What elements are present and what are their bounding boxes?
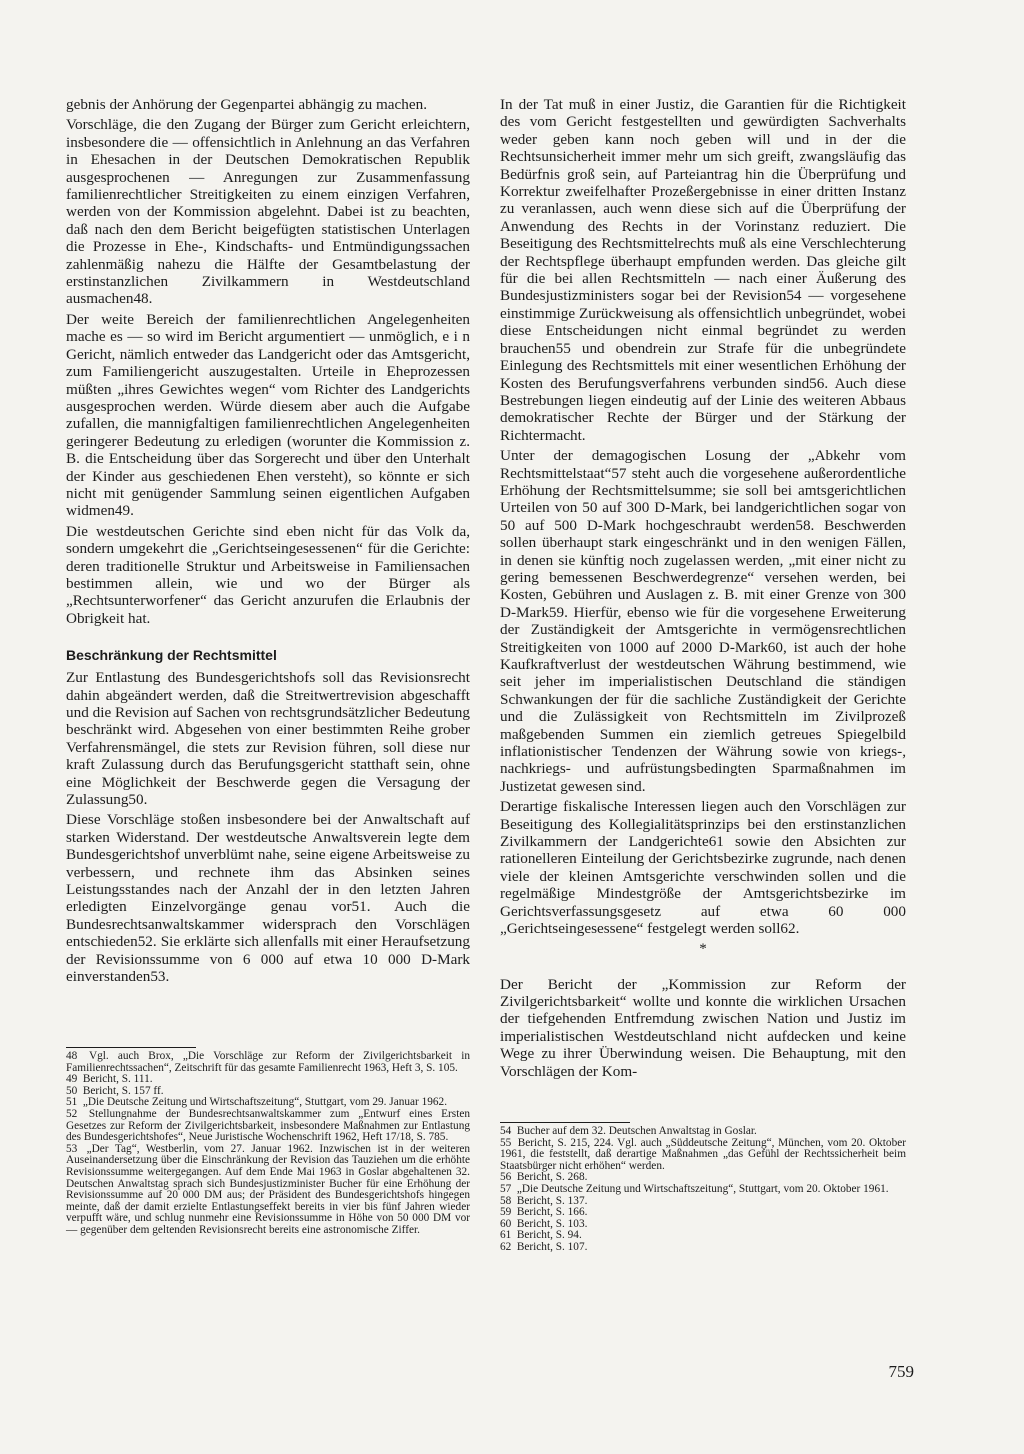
footnote-number: 56 xyxy=(500,1171,512,1184)
footnote-text: Bericht, S. 94. xyxy=(516,1229,582,1242)
footnote xyxy=(500,1242,906,1254)
body-paragraph: In der Tat muß in einer Justiz, die Garantien für die Richtigkeit des vom Gericht festgestellten und gewürdigten Sachverhalts weder geben kann noch geben will und in der die Rechtsunsicherheit immer mehr um sich greift, zwangsläufig das Bedürfnis groß sein, auf Parteiantrag hin die Überprüfung und Korrektur zweifelhafter Prozeßergebnisse in einer dritten Instanz zu veranlassen, auch wenn diese sich auf die Überprüfung der Anwendung des Rechts in der Vorinstanz reduziert. Die Beseitigung des Rechtsmittelrechts muß als eine Verschlechterung der Rechtspflege überhaupt empfunden werden. Das gleiche gilt für die bei allen Rechtsmitteln — nach einer Äußerung des Bundesjustizministers sogar bei der Revision54 — vorgesehene einstimmige Zurückweisung als offensichtlich unbegründet, wobei diese Entscheidungen nicht einmal begründet zu werden brauchen55 und obendrein zur Strafe für die unbegründete Einlegung des Rechtsmittels mit einer wesentlichen Erhöhung der Kosten des Berufungsverfahrens verbunden sind56. Auch diese Bestrebungen liegen eindeutig auf der Linie des weiteren Abbaus demokratischer Rechte der Bürger und der Stärkung der Richtermacht. xyxy=(500,96,906,444)
footnote-number: 58 xyxy=(500,1194,512,1207)
footnote-number: 59 xyxy=(500,1206,512,1219)
footnote-list xyxy=(500,1126,906,1254)
section-heading: Beschränkung der Rechtsmittel xyxy=(66,647,277,664)
page-number: 759 xyxy=(888,1362,914,1381)
footnote-text: Bericht, S. 215, 224. Vgl. auch „Süddeutsche Zeitung“, München, vom 20. Oktober 1961, die feststellt, daß derartige Maßnahmen „das Gefühl der Rechtssicherheit beim Staatsbürger nicht erhöhen“ werden. xyxy=(500,1136,906,1172)
section-separator: * xyxy=(699,940,707,957)
footnote-number: 52 xyxy=(66,1107,78,1120)
body-paragraph: Unter der demagogischen Losung der „Abkehr vom Rechtsmittelstaat“57 steht auch die vorgesehene außerordentliche Erhöhung der Rechtsmittelsumme; sie soll bei amtsgerichtlichen Urteilen von 50 auf 300 D-Mark, bei landgerichtlichen sogar von 50 auf 500 D-Mark hochgeschraubt werden58. Beschwerden sollen überhaupt stark eingeschränkt und in den wenigen Fällen, in denen sie künftig noch zugelassen werden, „mit einer nicht zu gering bemessenen Beschwerdegrenze“ versehen werden, bei Kosten, Gebühren und Auslagen z. B. mit einer Grenze von 300 D-Mark59. Hierfür, ebenso wie für die vorgesehene Erweiterung der Zuständigkeit der Amtsgerichte in vermögensrechtlichen Streitigkeiten von 1000 auf 2000 D-Mark60, ist auch der hohe Kaufkraftverlust der westdeutschen Währung bestimmend, wie seit jeher im imperialistischen Deutschland die ständigen Schwankungen der für die sachliche Zuständigkeit der Gerichte und die Zulässigkeit von Rechtsmitteln im Zivilprozeß maßgebenden Summen ein ziemlich getreues Spiegelbild inflationistischer Tendenzen der Währung sowie von kriegs-, nachkriegs- und aufrüstungsbedingten Sparmaßnahmen im Justizetat gewesen sind. xyxy=(500,447,906,795)
footnote-rule xyxy=(66,1047,196,1048)
footnote xyxy=(66,1144,470,1237)
footnote-text: Bericht, S. 107. xyxy=(516,1240,588,1253)
footnote-number: 50 xyxy=(66,1084,78,1097)
footnote xyxy=(500,1138,906,1173)
body-paragraph: Die westdeutschen Gerichte sind eben nicht für das Volk da, sondern umgekehrt die „Gerichtseingesessenen“ für die Gerichte: deren traditionelle Struktur und Arbeitsweise in Familiensachen bestimmen allein, wie und wo der Bürger als „Rechtsunterworfener“ das Gericht anzurufen die Erlaubnis der Obrigkeit hat. xyxy=(66,522,470,627)
footnote-number: 51 xyxy=(66,1096,78,1109)
footnote-text: Bericht, S. 166. xyxy=(516,1206,588,1219)
footnote-text: Bericht, S. 137. xyxy=(516,1194,588,1207)
footnote-text: Bericht, S. 268. xyxy=(516,1171,588,1184)
footnote-text: Bericht, S. 103. xyxy=(516,1217,588,1230)
footnote-number: 49 xyxy=(66,1073,78,1086)
body-paragraph: Derartige fiskalische Interessen liegen auch den Vorschlägen zur Beseitigung des Kollegialitätsprinzips bei den erstinstanzlichen Zivilkammern der Landgerichte61 sowie den Absichten zur rationelleren Einteilung der Gerichtsbezirke zugrunde, nach denen viele der kleinen Amtsgerichte verschwinden sollen und die regelmäßige Mindestgröße der Amtsgerichtsbezirke im Gerichtsverfassungsgesetz auf etwa 60 000 „Gerichtseingesessene“ festgelegt werden soll62. xyxy=(500,798,906,938)
footnotes-right xyxy=(500,1122,906,1254)
footnote-number: 48 xyxy=(66,1050,78,1062)
body-paragraph: Zur Entlastung des Bundesgerichtshofs soll das Revisionsrecht dahin abgeändert werden, daß die Streitwertrevision abgeschafft und die Revision auf Sachen von rechtsgrundsätzlicher Bedeutung beschränkt wird. Abgesehen von einer bestimmten Reihe grober Verfahrensmängel, die stets zur Revision führen, soll diese nur kraft Zulassung durch das Berufungsgericht statthaft sein, ohne eine Möglichkeit der Beschwerde gegen die Versagung der Zulassung50. xyxy=(66,669,470,809)
footnote-text: Vgl. auch Brox, „Die Vorschläge zur Reform der Zivilgerichtsbarkeit in Familienrechtssachen“, Zeitschrift für das gesamte Familienrecht 1963, Heft 3, S. 105. xyxy=(66,1050,470,1074)
footnotes-left xyxy=(66,1047,470,1237)
footnote-list xyxy=(66,1051,470,1237)
body-paragraph: Diese Vorschläge stoßen insbesondere bei der Anwaltschaft auf starken Widerstand. Der westdeutsche Anwaltsverein legte dem Bundesgerichtshof unverblümt nahe, seine eigene Arbeitsweise zu verbessern, und rechnete ihm das Absinken seines Leistungsstandes nach der Anzahl der in den letzten Jahren erledigten Einzelvorgänge genau vor51. Auch die Bundesrechtsanwaltskammer widersprach den Vorschlägen entschieden52. Sie erklärte sich allenfalls mit einer Heraufsetzung der Revisionssumme von 6 000 auf etwa 10 000 D-Mark einverstanden53. xyxy=(66,811,470,986)
footnote-text: „Die Deutsche Zeitung und Wirtschaftszeitung“, Stuttgart, vom 29. Januar 1962. xyxy=(82,1096,448,1109)
right-column xyxy=(500,96,906,1083)
body-paragraph: Der Bericht der „Kommission zur Reform der Zivilgerichtsbarkeit“ wollte und konnte die wirklichen Ursachen der tiefgehenden Entfremdung zwischen Nation und Justiz im imperialistischen Westdeutschland nicht aufdecken und keine Wege zu ihrer Überwindung weisen. Die Behauptung, mit den Vorschlägen der Kom- xyxy=(500,975,906,1080)
footnote-number: 55 xyxy=(500,1136,512,1149)
body-paragraph: Vorschläge, die den Zugang der Bürger zum Gericht erleichtern, insbesondere die — offensichtlich in Anlehnung an das Verfahren in Ehesachen in der Deutschen Demokratischen Republik ausgesprochenen — Anregungen zur Zusammenfassung familienrechtlicher Streitigkeiten zu einem einzigen Verfahren, werden von der Kommission abgelehnt. Dabei ist zu beachten, daß nach den dem Bericht beigefügten statistischen Unterlagen die Prozesse in Ehe-, Kindschafts- und Entmündigungssachen zahlenmäßig nahezu die Hälfte der Gesamtbelastung der erstinstanzlichen Zivilkammern in Westdeutschland ausmachen48. xyxy=(66,116,470,308)
footnote-number: 60 xyxy=(500,1217,512,1230)
footnote-text: Stellungnahme der Bundesrechtsanwaltskammer zum „Entwurf eines Ersten Gesetzes zur Reform der Zivilgerichtsbarkeit, insbesondere Maßnahmen zur Entlastung des Bundesgerichtshofes“, Neue Juristische Wochenschrift 1962, Heft 17/18, S. 785. xyxy=(66,1107,470,1144)
footnote xyxy=(66,1051,470,1074)
footnote-text: Bericht, S. 111. xyxy=(82,1073,153,1086)
footnote-text: „Die Deutsche Zeitung und Wirtschaftszeitung“, Stuttgart, vom 20. Oktober 1961. xyxy=(516,1182,889,1195)
footnote-text: Bericht, S. 157 ff. xyxy=(82,1084,164,1097)
left-column xyxy=(66,96,470,989)
footnote-text: Bucher auf dem 32. Deutschen Anwaltstag in Goslar. xyxy=(516,1125,757,1137)
footnote-number: 61 xyxy=(500,1229,512,1242)
footnote xyxy=(66,1109,470,1144)
footnote-number: 62 xyxy=(500,1240,512,1253)
footnote-rule xyxy=(500,1122,630,1123)
footnote-number: 53 xyxy=(66,1142,78,1155)
footnote-number: 54 xyxy=(500,1125,512,1137)
footnote-number: 57 xyxy=(500,1182,512,1195)
body-paragraph: gebnis der Anhörung der Gegenpartei abhängig zu machen. xyxy=(66,96,427,113)
footnote-text: „Der Tag“, Westberlin, vom 27. Januar 1962. Inzwischen ist in der weiteren Auseinandersetzung über die Einschränkung der Revision das Tauziehen um die erhöhte Revisionssumme weitergegangen. Auf dem Ende Mai 1963 in Goslar abgehaltenen 32. Deutschen Anwaltstag sprach sich Bundesjustizminister Bucher für eine Erhöhung der Revisionssumme auf 20 000 DM aus; der Präsident des Bundesgerichtshofs hingegen meinte, daß der damit erzielte Entlastungseffekt bereits in vier bis fünf Jahren wieder verpufft wäre, und schlug nunmehr eine Revisionssumme in Höhe von 50 000 DM vor — gegenüber dem geltenden Revisionsrecht bereits eine astronomische Ziffer. xyxy=(66,1142,470,1236)
body-paragraph: Der weite Bereich der familienrechtlichen Angelegenheiten mache es — so wird im Bericht argumentiert — unmöglich, e i n Gericht, nämlich entweder das Landgericht oder das Amtsgericht, zum Familiengericht auszugestalten. Urteile in Eheprozessen müßten „ihres Gewichtes wegen“ vom Richter des Landgerichts ausgesprochen werden. Würde diesem aber auch die Aufgabe zufallen, die mannigfaltigen familienrechtlichen Angelegenheiten geringerer Bedeutung zu erledigen (worunter die Kommission z. B. die Entscheidung über das Sorgerecht und über den Unterhalt der Kinder aus geschiedenen Ehen versteht), so könnte er sich nicht mit genügender Sammlung seinen eigentlichen Aufgaben widmen49. xyxy=(66,310,470,520)
